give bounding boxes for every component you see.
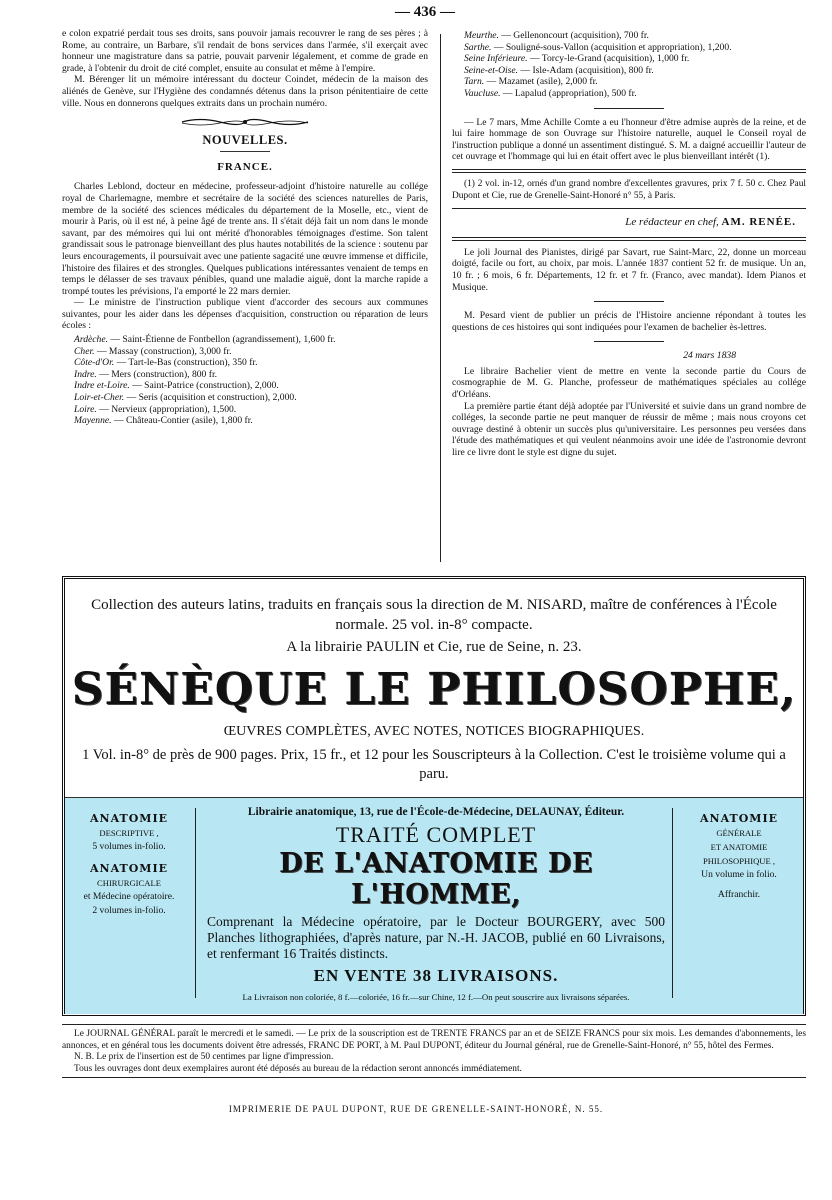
side-heading: ANATOMIE <box>700 812 778 825</box>
seneque-advertisement <box>65 579 803 797</box>
deposit-note: Tous les ouvrages dont deux exemplaires auront été déposés au bureau de la rédaction seront annoncés immédiatement. <box>74 1063 522 1074</box>
printer-imprint: IMPRIMERIE DE PAUL DUPONT, RUE DE GRENELLE-SAINT-HONORÉ, N. 55. <box>228 1104 604 1114</box>
works-line: ŒUVRES COMPLÈTES, AVEC NOTES, NOTICES BIOGRAPHIQUES. <box>223 724 645 739</box>
livraison-line: La Livraison non coloriée, 8 f.—coloriée, 16 fr.—sur Chine, 12 f.—On peut souscrire aux livraisons séparées. <box>242 992 630 1002</box>
left-communes-list <box>62 334 428 427</box>
panel-divider <box>672 808 673 998</box>
seneque-title: SÉNÈQUE LE PHILOSOPHE, <box>71 664 797 715</box>
date-line: 24 mars 1838 <box>683 350 736 362</box>
left-side-panel <box>69 812 189 918</box>
side-line: CHIRURGICALE <box>97 878 161 888</box>
notice-paragraph: Le JOURNAL GÉNÉRAL paraît le mercredi et le samedi. — Le prix de la souscription est de TRENTE FRANCS par an et de SEIZE FRANCS pour six mois. Les demandes d'abonnements, les annonces, et en général tous les documents doivent être adressés, FRANC DE PORT, à M. Paul DUPONT, éditeur du Journal général, rue de Grenelle-Saint-Honoré, n° 55, hôtel des Fermes. <box>62 1029 806 1051</box>
side-line: GÉNÉRALE <box>716 828 762 838</box>
side-line: PHILOSOPHIQUE , <box>702 856 776 866</box>
list-item: Meurthe. — Gellenoncourt (acquisition), 700 fr. <box>464 30 649 41</box>
section-rule <box>594 108 664 109</box>
section-rule <box>594 301 664 302</box>
left-column <box>62 28 428 427</box>
subscription-notice <box>62 1022 806 1082</box>
list-item: Côte-d'Or. — Tart-le-Bas (construction), 350 fr. <box>74 357 258 369</box>
list-item: Indre. — Mers (construction), 800 fr. <box>74 368 218 380</box>
footnote: (1) 2 vol. in-12, ornés d'un grand nombre d'excellentes gravures, prix 7 f. 50 c. Chez Paul Dupont et Cie, rue de Grenelle-Saint-Honoré n° 55, à Paris. <box>452 178 806 201</box>
left-paragraph-1: e colon expatrié perdait tous ses droits, sans pouvoir jamais recouvrer le rang de ses pères ; à Rome, au contraire, un Barbare, s'il rendait de bons services dans l'armée, s'il exerçait avec honneur une magistrature dans sa patrie, pouvait parvenir légalement, et comme de grade en grade, à l'obtenir du droit de cité complet, ensuite au consulat et même à l'empire. <box>62 28 428 74</box>
page-number: — 436 — <box>395 4 455 20</box>
side-heading: ANATOMIE <box>90 862 168 875</box>
list-item: Indre et-Loire. — Saint-Patrice (construction), 2,000. <box>74 380 279 392</box>
cosmographie-paragraph: La première partie étant déjà adoptée par l'Université et suivie dans un grand nombre de colléges, la seconde partie ne peut manquer de réussir de même ; mais nous croyons cet ouvrage destiné à obtenir un succès plus qu'universitaire. Les personnes peu versées dans l'étude des mathématiques et qui veulent néanmoins avoir une idée de l'astronomie devront lire ce livre dont le style est digne du sujet. <box>452 400 806 459</box>
signature-name: AM. RENÉE. <box>721 216 796 229</box>
center-panel <box>201 806 671 1002</box>
bachelier-paragraph: Le libraire Bachelier vient de mettre en vente la seconde partie du Cours de cosmographie de M. G. Planche, professeur de mathématiques spéciales au collége d'Orléans. <box>452 365 806 401</box>
side-line: Un volume in folio. <box>701 869 777 880</box>
right-column <box>452 28 806 459</box>
comte-paragraph: — Le 7 mars, Mme Achille Comte a eu l'honneur d'être admise auprès de la reine, et de lui faire hommage de son Ouvrage sur l'histoire naturelle, auquel le Conseil royal de l'instruction publique a donné un assentiment distingué. S. M. a daigné accueillir l'auteur de cet ouvrage et l'hommage qui lui en était offert avec le plus bienveillant intérêt (1). <box>452 116 806 163</box>
list-item: Seine Inférieure. — Torcy-le-Grand (acquisition), 1,000 fr. <box>464 53 690 65</box>
short-rule <box>220 151 270 152</box>
anatomie-title: DE L'ANATOMIE DE L'HOMME, <box>279 848 593 910</box>
list-item: Cher. — Massay (construction), 3,000 fr. <box>74 345 232 357</box>
side-line: Affranchir. <box>717 889 761 900</box>
list-item: Tarn. — Mazamet (asile), 2,000 fr. <box>464 76 598 88</box>
anatomie-advertisement <box>65 797 803 1014</box>
anatomie-description: Comprenant la Médecine opératoire, par le Docteur BOURGERY, avec 500 Planches lithographiées, d'après nature, par N.-H. JACOB, publié en 60 Livraisons, et renfermant 16 Traités distincts. <box>207 914 665 961</box>
list-item: Loire. — Nervieux (appropriation), 1,500. <box>74 403 237 415</box>
list-item: Loir-et-Cher. — Seris (acquisition et construction), 2,000. <box>74 392 297 404</box>
rule <box>62 1077 806 1078</box>
insertion-note: N. B. Le prix de l'insertion est de 50 centimes par ligne d'impression. <box>74 1052 334 1063</box>
pianistes-paragraph: Le joli Journal des Pianistes, dirigé par Savart, rue Saint-Marc, 22, donne un morceau doigté, facile ou fort, au choix, par mois. L'année 1837 contient 52 fr. de musique. Un an, 10 fr. ; 6 mois, 6 fr. Départements, 12 fr. et 7 fr. (Franco, avec mandat). Idem Pianos et Musique. <box>452 246 806 293</box>
side-line: 2 volumes in-folio. <box>92 905 166 916</box>
obituary-paragraph: Charles Leblond, docteur en médecine, professeur-adjoint d'histoire naturelle au collége royal de Charlemagne, membre et secrétaire de la société des sciences naturelles de Paris, membre de la société des sciences médicales du département de la Moselle, etc., vient de mourir à Paris, où il est né, à peine âgé de trente ans. Il s'était déjà fait un nom dans le monde savant, par des mémoires qui lui ont mérité d'honorables témoignages d'estime. Son talent grandissait sous le patronage bienveillant des plus hautes notabilités de la science : soutenu par leurs encouragements, il poursuivait avec une patiente sagacité une œuvre immense et difficile, l'histoire des filaires et des strongles. Quelques publications intéressantes venaient de temps en temps le délasser de ses travaux pénibles, quand une maladie aiguë, dont la marche rapide a trompé toutes les prévisions, l'a emporté le 22 mars dernier. <box>62 181 428 297</box>
price-line: 1 Vol. in-8° de près de 900 pages. Prix, 15 fr., et 12 pour les Souscripteurs à la Collection. C'est le troisième volume qui a paru. <box>82 747 786 782</box>
editor-signature <box>452 217 806 229</box>
advertisement-box <box>62 576 806 1016</box>
double-rule <box>452 237 806 241</box>
side-line: DESCRIPTIVE , <box>99 828 159 838</box>
left-paragraph-2: M. Bérenger lit un mémoire intéressant du docteur Coindet, médecin de la maison des aliénés de Genève, sur l'Hygiène des condamnés détenus dans la prison pénitentiaire de cette ville. Nous en donnerons quelques extraits dans un prochain numéro. <box>62 74 428 109</box>
collection-line: Collection des auteurs latins, traduits en français sous la direction de M. NISARD, maître de conférences à l'École normale. 25 vol. in-8° compacte. <box>91 597 777 633</box>
heading-france: FRANCE. <box>217 160 273 173</box>
right-side-panel <box>679 812 799 902</box>
librairie-line: A la librairie PAULIN et Cie, rue de Seine, n. 23. <box>286 639 582 655</box>
heading-nouvelles: NOUVELLES. <box>202 133 288 148</box>
rule <box>62 1024 806 1025</box>
signature-label: Le rédacteur en chef, <box>625 216 719 229</box>
traite-title: TRAITÉ COMPLET <box>335 822 537 847</box>
list-item: Ardèche. — Saint-Étienne de Fontbellon (agrandissement), 1,600 fr. <box>74 334 336 346</box>
publisher-line: Librairie anatomique, 13, rue de l'École-de-Médecine, DELAUNAY, Éditeur. <box>247 806 625 818</box>
panel-divider <box>195 808 196 998</box>
side-line: ET ANATOMIE <box>710 842 768 852</box>
right-communes-list <box>452 30 806 100</box>
list-item: Seine-et-Oise. — Isle-Adam (acquisition), 800 fr. <box>464 64 654 76</box>
ministry-paragraph: — Le ministre de l'instruction publique vient d'accorder des secours aux communes suivantes, pour les aider dans les dépenses d'acquisition, construction ou réparation de leurs écoles : <box>62 297 428 332</box>
ornament-divider <box>62 117 428 127</box>
vente-line: EN VENTE 38 LIVRAISONS. <box>313 966 559 985</box>
list-item: Vaucluse. — Lapalud (appropriation), 500 fr. <box>464 87 637 99</box>
side-heading: ANATOMIE <box>90 812 168 825</box>
ornament-rule-icon <box>180 117 310 127</box>
list-item: Sarthe. — Souligné-sous-Vallon (acquisition et appropriation), 1,200. <box>464 41 732 53</box>
section-rule <box>594 341 664 342</box>
double-rule <box>452 169 806 173</box>
list-item: Mayenne. — Château-Contier (asile), 1,800 fr. <box>74 415 253 427</box>
side-line: 5 volumes in-folio. <box>92 841 166 852</box>
column-divider <box>440 34 441 562</box>
pesard-paragraph: M. Pesard vient de publier un précis de l'Histoire ancienne répondant à toutes les questions de ces histoires qui sont indiquées pour l'examen de bachelier ès-lettres. <box>452 310 806 333</box>
rule <box>452 208 806 209</box>
side-line: et Médecine opératoire. <box>83 891 175 902</box>
